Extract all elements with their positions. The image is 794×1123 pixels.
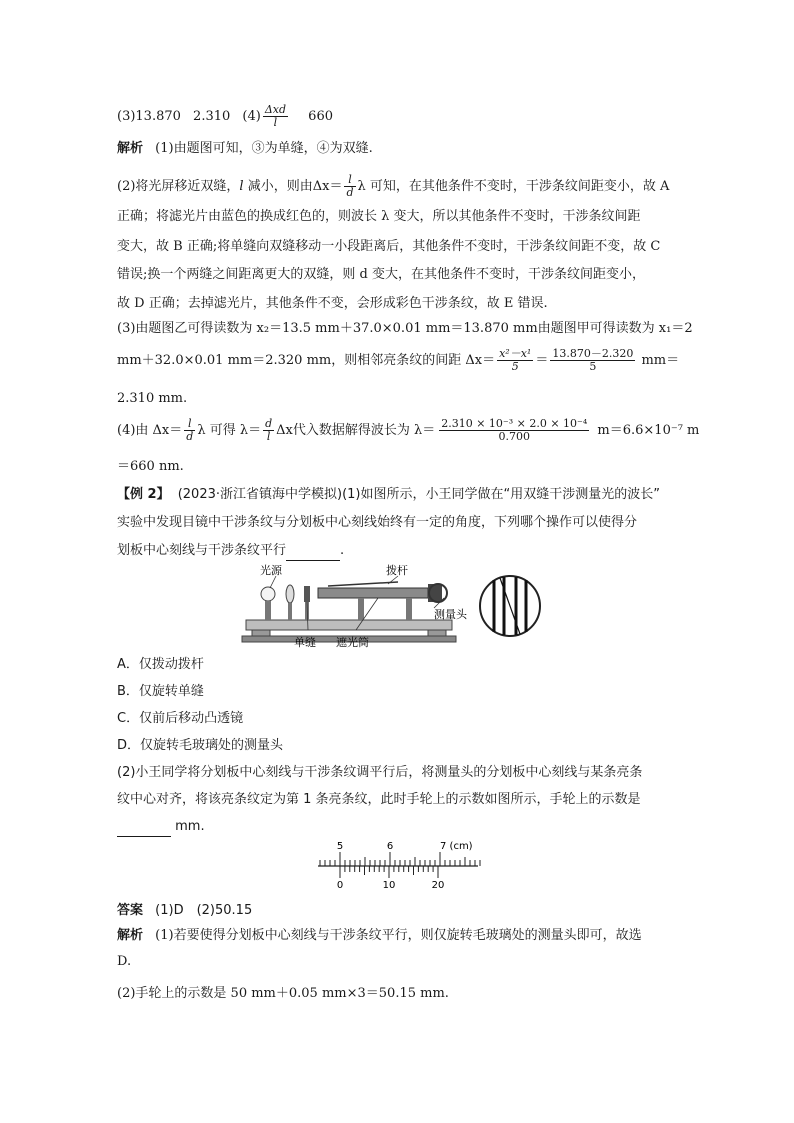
text: 减小，则由Δx＝ (243, 179, 343, 194)
example-2-line-1 (117, 486, 660, 504)
option-c[interactable]: C．仅前后移动凸透镜 (117, 711, 244, 726)
text: l (239, 179, 244, 194)
fraction (184, 418, 195, 443)
analysis-2-line-3: 变大，故 B 正确;将单缝向双缝移动一小段距离后，其他条件不变时，干涉条纹间距不变，故 C (117, 239, 661, 254)
fraction-numerator: 13.870－2.320 (552, 347, 634, 360)
fraction-denominator: 0.700 (498, 430, 530, 443)
text: Δx代入数据解得波长为 λ＝ (276, 423, 436, 438)
tube-stand (406, 598, 412, 620)
vernier-label: 20 (431, 880, 445, 891)
fraction-numerator: l (344, 174, 355, 187)
fraction-numerator: x²－x¹ (499, 347, 532, 360)
fraction-numerator: l (184, 418, 195, 431)
light-shield-tube (318, 588, 428, 598)
fraction-denominator: 5 (511, 360, 519, 373)
analysis-4-line-2: ＝660 nm. (117, 459, 184, 474)
text: m＝6.6×10⁻⁷ m (593, 423, 700, 438)
analysis-2-line-2: 正确；将滤光片由蓝色的换成红色的，则波长 λ 变大，所以其他条件不变时，干涉条纹间距 (117, 209, 641, 224)
text: mm. (171, 819, 205, 834)
main-label: 7 (cm) (440, 841, 473, 852)
analysis-tag: 解析 (117, 141, 144, 156)
main-scale (320, 852, 480, 866)
option-b[interactable]: B．仅旋转单缝 (117, 684, 204, 699)
text: (4)由 Δx＝ (117, 423, 183, 438)
tube-stand (358, 598, 364, 620)
answer-4-fraction (263, 104, 288, 129)
text: λ 可得 λ＝ (197, 423, 262, 438)
analysis-tag: 解析 (117, 928, 144, 943)
part-2-line-2: 纹中心对齐，将该亮条纹定为第 1 条亮条纹，此时手轮上的示数如图所示，手轮上的示数是 (117, 792, 641, 807)
bulb-icon (261, 587, 275, 601)
label-measuring-head: 测量头 (434, 608, 467, 621)
lever-rod (328, 582, 398, 586)
fraction-numerator: 2.310 × 10⁻³ × 2.0 × 10⁻⁴ (441, 417, 588, 430)
fraction (344, 174, 355, 199)
text: λ 可知，在其他条件不变时，干涉条纹间距变小，故 A (357, 179, 670, 194)
final-analysis-line-1 (117, 927, 642, 945)
apparatus-figure (238, 564, 548, 654)
label-light-source: 光源 (260, 564, 282, 577)
main-label: 5 (336, 841, 344, 852)
label-single-slit: 单缝 (294, 636, 316, 649)
prev-answers-line (117, 104, 333, 129)
single-slit-holder (304, 586, 310, 602)
part-2-line-1: (2)小王同学将分划板中心刻线与干涉条纹调平行后，将测量头的分划板中心刻线与某条亮条 (117, 765, 643, 780)
text: mm＋32.0×0.01 mm＝2.320 mm，则相邻亮条纹的间距 Δx＝ (117, 353, 496, 368)
fraction-denominator: 5 (589, 360, 597, 373)
fraction (439, 418, 589, 443)
text: 划板中心刻线与干涉条纹平行 (117, 543, 287, 558)
vernier-label: 0 (336, 880, 344, 891)
lens-icon (286, 585, 294, 603)
analysis-1-text: (1)由题图可知，③为单缝，④为双缝. (155, 141, 373, 156)
label-lever: 拨杆 (386, 564, 408, 577)
analysis-3-line-1: (3)由题图乙可得读数为 x₂＝13.5 mm＋37.0×0.01 mm＝13.870 mm由题图甲可得读数为 x₁＝2 (117, 321, 693, 336)
final-analysis-line-2: D. (117, 954, 132, 969)
answer-blank[interactable] (117, 818, 171, 837)
eyepiece-view (480, 576, 540, 636)
fraction (263, 418, 274, 443)
fraction-denominator: l (273, 116, 278, 129)
vernier-caliper (310, 838, 490, 894)
fraction-numerator: d (265, 417, 273, 430)
final-analysis-line-3: (2)手轮上的示数是 50 mm＋0.05 mm×3＝50.15 mm. (117, 986, 449, 1001)
fraction-denominator: d (346, 186, 354, 199)
text: ＝ (535, 353, 549, 368)
measuring-head-body (428, 584, 442, 602)
answer-text: (1)D (2)50.15 (155, 903, 253, 918)
bulb-stand (265, 601, 271, 620)
part-2-line-3 (117, 818, 205, 837)
analysis-2-line-5: 故 D 正确；去掉滤光片，其他条件不变，会形成彩色干涉条纹，故 E 错误. (117, 296, 548, 311)
answer-4b: 660 (308, 109, 333, 124)
text: . (340, 543, 345, 558)
fraction (550, 348, 635, 373)
analysis-4-line-1 (117, 418, 699, 443)
option-a[interactable]: A．仅拨动拨杆 (117, 657, 204, 672)
answer-line (117, 902, 252, 920)
main-label: 6 (386, 841, 394, 852)
fraction (497, 348, 533, 373)
analysis-3-line-2 (117, 348, 679, 373)
text: (2023·浙江省镇海中学模拟)(1)如图所示，小王同学做在“用双缝干涉测量光的波长” (177, 487, 660, 502)
fraction-numerator: Δxd (264, 103, 287, 116)
answer-3: (3)13.870 (117, 109, 181, 124)
analysis-1 (117, 140, 373, 158)
answer-blank[interactable] (286, 542, 340, 561)
analysis-2-line-4: 错误;换一个两缝之间距离更大的双缝，则 d 变大，在其他条件不变时，干涉条纹间距变小， (117, 267, 645, 282)
lens-stand (288, 603, 292, 620)
answer-4-label: (4) (242, 109, 261, 124)
option-d[interactable]: D．仅旋转毛玻璃处的测量头 (117, 738, 284, 753)
vernier-scale (340, 866, 438, 878)
optical-bench (246, 620, 452, 630)
analysis-2-line-1 (117, 174, 669, 199)
example-2-line-2: 实验中发现目镜中干涉条纹与分划板中心刻线始终有一定的角度，下列哪个操作可以使得分 (117, 515, 638, 530)
pointer-line (270, 576, 276, 588)
label-light-tube: 遮光筒 (336, 636, 369, 649)
answer-3b: 2.310 (193, 109, 231, 124)
text: mm＝ (637, 353, 680, 368)
example-2-line-3 (117, 542, 344, 561)
example-tag: 【例 2】 (117, 487, 170, 502)
answer-tag: 答案 (117, 903, 144, 918)
analysis-3-line-3: 2.310 mm. (117, 391, 188, 406)
text: (2)将光屏移近双缝， (117, 179, 240, 194)
text: (1)若要使得分划板中心刻线与干涉条纹平行，则仅旋转毛玻璃处的测量头即可，故选 (155, 928, 642, 943)
fraction-denominator: d (186, 430, 194, 443)
fraction-denominator: l (266, 430, 271, 443)
vernier-label: 10 (382, 880, 396, 891)
